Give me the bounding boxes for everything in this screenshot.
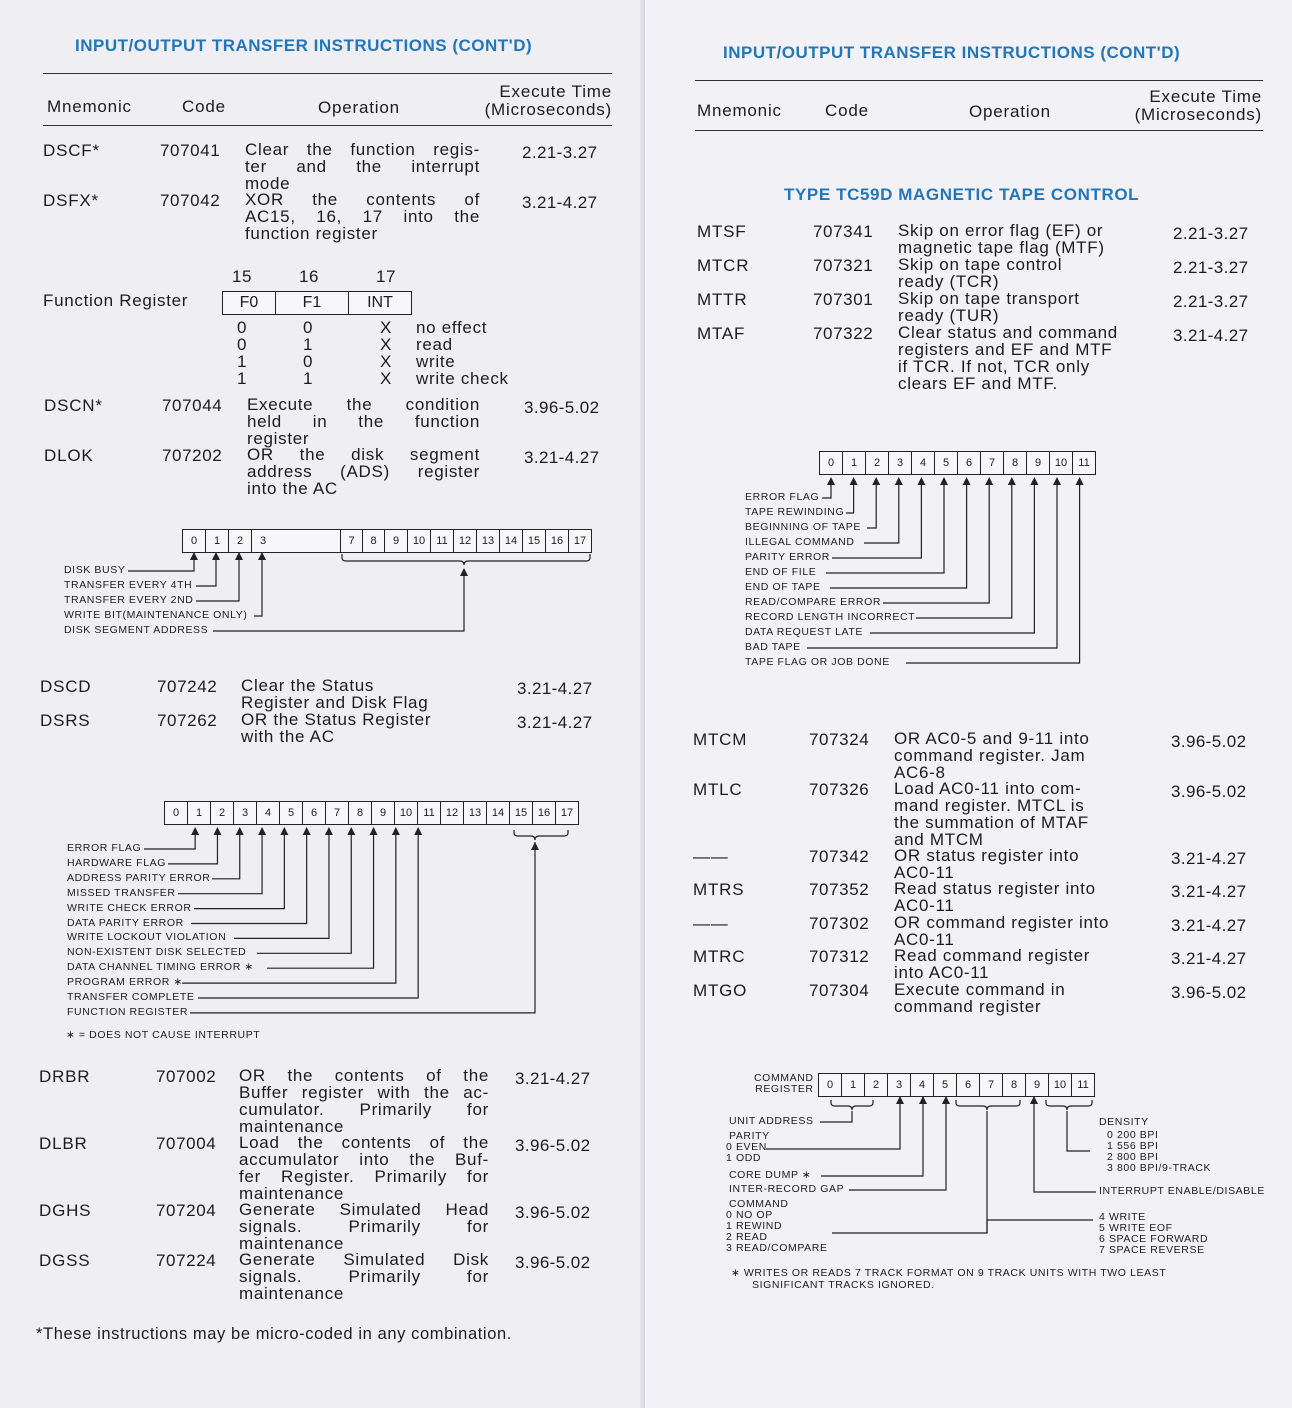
register-bit-cell: 7 xyxy=(341,530,363,552)
register-bit-label: ILLEGAL COMMAND xyxy=(745,536,855,548)
register-bit-cell: 3 xyxy=(259,535,267,547)
register-bit-cell: 15 xyxy=(510,802,533,824)
instr-exec-time: 3.21-4.27 xyxy=(1173,326,1249,345)
register-bit-cell: 1 xyxy=(843,452,866,474)
instr-exec-time: 3.96-5.02 xyxy=(515,1136,591,1155)
funcreg-row-cell: X xyxy=(380,369,393,388)
register-bit-cell: 3 xyxy=(889,452,912,474)
register-bit-cell: 10 xyxy=(408,530,431,552)
operation-line: command register xyxy=(894,997,1042,1016)
operation-line: Generate Simulated Disk xyxy=(239,1250,489,1269)
operation-line: register xyxy=(247,429,310,448)
command-bit-label: 0 200 BPI xyxy=(1107,1129,1159,1141)
funcreg-row-cell: X xyxy=(380,352,393,371)
register-bit-label: ADDRESS PARITY ERROR xyxy=(67,871,211,884)
instr-code: 707202 xyxy=(162,446,223,465)
register-bit-cell: 10 xyxy=(1049,1074,1072,1096)
header-mnemonic: Mnemonic xyxy=(47,97,132,116)
register-bit-label: DATA CHANNEL TIMING ERROR ∗ xyxy=(67,961,254,974)
operation-line: maintenance xyxy=(239,1117,345,1136)
instr-code: 707242 xyxy=(157,677,218,696)
command-bit-label: 1 ODD xyxy=(726,1152,762,1164)
instr-code: 707262 xyxy=(157,711,218,730)
instr-mnemonic: MTTR xyxy=(697,290,748,309)
instr-mnemonic: DGHS xyxy=(39,1201,92,1220)
register-bit-cell: 0 xyxy=(819,1074,842,1096)
operation-line: OR the contents of the xyxy=(239,1066,489,1085)
page-title: INPUT/OUTPUT TRANSFER INSTRUCTIONS (CONT'D) xyxy=(75,36,533,55)
operation-line: maintenance xyxy=(239,1184,345,1203)
instr-mnemonic: DSCD xyxy=(40,677,92,696)
instr-mnemonic: MTCR xyxy=(697,256,750,275)
operation-line: Read command register xyxy=(894,946,1091,965)
register-bit-cell: 10 xyxy=(1050,452,1073,474)
funcreg-row-cell: 0 xyxy=(237,335,248,354)
command-bit-label: 2 800 BPI xyxy=(1107,1151,1159,1163)
operation-line: Skip on tape transport xyxy=(898,289,1080,308)
instr-code: 707002 xyxy=(156,1067,217,1086)
command-register-note: ∗ WRITES OR READS 7 TRACK FORMAT ON 9 TRACK UNITS WITH TWO LEAST SIGNIFICANT TRACKS IGNORED. xyxy=(731,1267,1167,1291)
operation-line: Execute the condition xyxy=(247,395,480,414)
register-bit-cell: 2 xyxy=(866,452,889,474)
header-code: Code xyxy=(182,97,226,116)
register-bit-cell: 5 xyxy=(280,802,303,824)
page-title: INPUT/OUTPUT TRANSFER INSTRUCTIONS (CONT'D) xyxy=(723,43,1181,62)
funcreg-cell-f1: F1 xyxy=(276,292,349,314)
command-bit-label: 1 REWIND xyxy=(726,1220,783,1232)
funcreg-row-cell: 1 xyxy=(237,369,248,388)
funcreg-row-cell: X xyxy=(380,318,393,337)
instr-code: 707044 xyxy=(162,396,223,415)
register-bit-cell: 4 xyxy=(257,802,280,824)
header-code: Code xyxy=(825,101,869,120)
register-bit-cell: 6 xyxy=(957,1074,980,1096)
instr-operation xyxy=(239,1067,489,1135)
operation-line: Skip on tape control xyxy=(898,255,1063,274)
funcreg-row-cell: write check xyxy=(416,369,509,388)
register-bit-cell: 7 xyxy=(981,452,1004,474)
operation-line: Register and Disk Flag xyxy=(241,693,429,712)
instr-mnemonic: DSCF* xyxy=(43,141,100,160)
instr-mnemonic: MTAF xyxy=(697,324,746,343)
instr-mnemonic: MTLC xyxy=(693,780,743,799)
register-bit-label: DISK BUSY xyxy=(64,564,126,576)
register-bit-cell: 1 xyxy=(842,1074,865,1096)
instr-exec-time: 3.21-4.27 xyxy=(515,1069,591,1088)
register-bit-cell: 14 xyxy=(500,530,523,552)
register-bit-cell: 10 xyxy=(395,802,418,824)
register-bit-label: ERROR FLAG xyxy=(67,842,142,854)
operation-line: signals. Primarily for xyxy=(239,1217,489,1236)
register-bit-cell: 9 xyxy=(385,530,408,552)
operation-line: maintenance xyxy=(239,1284,345,1303)
operation-line: ready (TUR) xyxy=(898,306,1000,325)
register-bit-label: WRITE CHECK ERROR xyxy=(67,901,192,914)
instr-mnemonic: DSFX* xyxy=(43,191,99,210)
register-bit-cell: 3 xyxy=(234,802,257,824)
register-bit-cell: 11 xyxy=(1078,457,1090,469)
funcreg-bit-17: 17 xyxy=(376,267,397,286)
instr-exec-time: 2.21-3.27 xyxy=(1173,224,1249,243)
instr-mnemonic: MTSF xyxy=(697,222,747,241)
register-bit-label: PARITY ERROR xyxy=(745,551,830,563)
operation-line: AC0-11 xyxy=(894,896,955,915)
operation-line: OR AC0-5 and 9-11 into xyxy=(894,729,1090,748)
instr-operation xyxy=(239,1251,489,1302)
command-bit-label: DENSITY xyxy=(1099,1116,1149,1128)
register-bit-label: HARDWARE FLAG xyxy=(67,856,167,869)
register-bit-label: DATA PARITY ERROR xyxy=(67,916,184,929)
register-bit-cell: 9 xyxy=(1026,1074,1049,1096)
operation-line: cumulator. Primarily for xyxy=(239,1100,489,1119)
instr-exec-time: 3.96-5.02 xyxy=(1171,782,1247,801)
register-bit-label: DISK SEGMENT ADDRESS xyxy=(64,624,209,636)
operation-line: Clear status and command xyxy=(898,323,1118,342)
instr-code: 707312 xyxy=(809,947,870,966)
register-bit-cell: 0 xyxy=(165,802,188,824)
register-bit-label: TRANSFER COMPLETE xyxy=(67,991,195,1003)
instr-exec-time: 3.21-4.27 xyxy=(517,679,593,698)
header-execute-time: Execute Time (Microseconds) xyxy=(1134,87,1262,124)
instr-code: 707042 xyxy=(160,191,221,210)
instr-mnemonic: DSCN* xyxy=(44,396,103,415)
operation-line: Clear the Status xyxy=(241,676,375,695)
register-bit-label: BAD TAPE xyxy=(745,641,801,653)
instr-code: 707324 xyxy=(809,730,870,749)
register-bit-cell: 17 xyxy=(573,535,587,547)
operation-line: maintenance xyxy=(239,1234,345,1253)
funcreg-label: Function Register xyxy=(43,291,189,310)
command-bit-label: INTERRUPT ENABLE/DISABLE xyxy=(1099,1185,1265,1197)
instr-code: 707341 xyxy=(813,222,874,241)
instr-exec-time: 3.96-5.02 xyxy=(1171,732,1247,751)
register-bit-label: NON-EXISTENT DISK SELECTED xyxy=(67,946,247,959)
instr-exec-time: 3.21-4.27 xyxy=(522,193,598,212)
instr-exec-time: 3.96-5.02 xyxy=(1171,983,1247,1002)
operation-line: mode xyxy=(245,174,291,193)
instr-mnemonic: DLOK xyxy=(44,446,94,465)
register-bit-label: TRANSFER EVERY 4TH xyxy=(64,579,193,591)
register-bit-label: WRITE LOCKOUT VIOLATION xyxy=(67,931,227,944)
register-bit-label: END OF FILE xyxy=(745,566,817,578)
instr-exec-time: 3.96-5.02 xyxy=(524,398,600,417)
command-bit-label: CORE DUMP ∗ xyxy=(729,1169,812,1181)
register-bit-cell: 5 xyxy=(935,452,958,474)
operation-line: Execute command in xyxy=(894,980,1066,999)
instr-operation xyxy=(239,1134,489,1202)
instr-exec-time: 3.21-4.27 xyxy=(1171,916,1247,935)
register-bit-cell: 7 xyxy=(980,1074,1003,1096)
operation-line: into the AC xyxy=(247,479,338,498)
command-bit-label: 1 556 BPI xyxy=(1107,1140,1159,1152)
register-bit-cell: 13 xyxy=(477,530,500,552)
register-bit-cell: 6 xyxy=(958,452,981,474)
instr-exec-time: 2.21-3.27 xyxy=(1173,258,1249,277)
operation-line: Buffer register with the ac- xyxy=(239,1083,489,1102)
register-bit-label: ERROR FLAG xyxy=(745,491,820,503)
header-mnemonic: Mnemonic xyxy=(697,101,782,120)
header-operation: Operation xyxy=(969,102,1051,121)
register-bit-cell: 3 xyxy=(888,1074,911,1096)
tape-command-leader-lines xyxy=(645,0,1292,1408)
instr-code: 707302 xyxy=(809,914,870,933)
register-bit-cell: 5 xyxy=(934,1074,957,1096)
operation-line: OR the Status Register xyxy=(241,710,432,729)
funcreg-bit-16: 16 xyxy=(299,267,320,286)
operation-line: OR command register into xyxy=(894,913,1110,932)
instr-code: 707004 xyxy=(156,1134,217,1153)
register-bit-cell: 6 xyxy=(303,802,326,824)
operation-line: AC0-11 xyxy=(894,930,955,949)
operation-line: accumulator into the Buf- xyxy=(239,1150,489,1169)
register-bit-label: TAPE REWINDING xyxy=(745,506,845,518)
command-bit-label: UNIT ADDRESS xyxy=(729,1115,814,1127)
operation-line: Clear the function regis- xyxy=(245,140,480,159)
instr-operation xyxy=(239,1201,489,1252)
operation-line: if TCR. If not, TCR only xyxy=(898,357,1090,376)
instr-exec-time: 3.21-4.27 xyxy=(1171,949,1247,968)
register-bit-cell: 1 xyxy=(188,802,211,824)
footnote: *These instructions may be micro-coded in any combination. xyxy=(36,1325,512,1343)
operation-line: XOR the contents of xyxy=(245,190,480,209)
instr-code: 707204 xyxy=(156,1201,217,1220)
register-bit-cell: 17 xyxy=(560,807,574,819)
operation-line: Load the contents of the xyxy=(239,1133,489,1152)
operation-line: with the AC xyxy=(241,727,335,746)
operation-line: ready (TCR) xyxy=(898,272,1000,291)
funcreg-row-cell: write xyxy=(416,352,456,371)
register-bit-label: TAPE FLAG OR JOB DONE xyxy=(745,656,890,668)
operation-line: magnetic tape flag (MTF) xyxy=(898,238,1105,257)
register-bit-label: READ/COMPARE ERROR xyxy=(745,596,882,608)
funcreg-row-cell: 0 xyxy=(303,352,314,371)
instr-code: 707304 xyxy=(809,981,870,1000)
register-bit-cell: 1 xyxy=(206,530,229,552)
register-bit-cell: 2 xyxy=(229,530,252,552)
operation-line: registers and EF and MTF xyxy=(898,340,1113,359)
register-bit-cell: 0 xyxy=(183,530,206,552)
instr-code: 707326 xyxy=(809,780,870,799)
instr-mnemonic: DRBR xyxy=(39,1067,91,1086)
register-bit-cell: 14 xyxy=(487,802,510,824)
register-bit-cell: 11 xyxy=(418,802,441,824)
funcreg-row-cell: 0 xyxy=(303,318,314,337)
register-bit-cell: 2 xyxy=(865,1074,888,1096)
register-bit-cell: 4 xyxy=(911,1074,934,1096)
operation-line: the summation of MTAF xyxy=(894,813,1089,832)
instr-code: 707342 xyxy=(809,847,870,866)
command-bit-label: 4 WRITE xyxy=(1099,1211,1146,1223)
command-bit-label: COMMAND xyxy=(729,1198,789,1210)
register-bit-label: RECORD LENGTH INCORRECT xyxy=(745,611,916,623)
operation-line: function register xyxy=(245,224,378,243)
register-bit-label: DATA REQUEST LATE xyxy=(745,626,863,638)
register-bit-cell: 13 xyxy=(464,802,487,824)
operation-line: fer Register. Primarily for xyxy=(239,1167,489,1186)
instr-exec-time: 3.21-4.27 xyxy=(1171,849,1247,868)
register-bit-label: TRANSFER EVERY 2ND xyxy=(64,594,194,606)
command-bit-label: 7 SPACE REVERSE xyxy=(1099,1244,1205,1256)
funcreg-cell-int: INT xyxy=(367,294,393,311)
register-bit-label: END OF TAPE xyxy=(745,581,821,593)
command-bit-label: INTER-RECORD GAP xyxy=(729,1183,845,1195)
instr-mnemonic: —— xyxy=(693,847,729,866)
header-execute-time: Execute Time (Microseconds) xyxy=(484,82,612,119)
operation-line: AC15, 16, 17 into the xyxy=(245,207,480,226)
right-page xyxy=(645,0,1292,1408)
instr-code: 707041 xyxy=(160,141,221,160)
register-bit-cell: 16 xyxy=(533,802,556,824)
operation-line: AC0-11 xyxy=(894,863,955,882)
instr-code: 707224 xyxy=(156,1251,217,1270)
register-bit-cell: 2 xyxy=(211,802,234,824)
register-bit-label: WRITE BIT(MAINTENANCE ONLY) xyxy=(64,609,248,621)
command-bit-label: PARITY xyxy=(729,1130,770,1142)
instr-mnemonic: MTRC xyxy=(693,947,746,966)
instr-exec-time: 3.21-4.27 xyxy=(1171,882,1247,901)
command-bit-label: 0 NO OP xyxy=(726,1209,773,1221)
instr-mnemonic: DGSS xyxy=(39,1251,91,1270)
register-bit-cell: 11 xyxy=(431,530,454,552)
instr-code: 707301 xyxy=(813,290,874,309)
register-bit-cell: 8 xyxy=(1004,452,1027,474)
section-heading-tc59d: TYPE TC59D MAGNETIC TAPE CONTROL xyxy=(784,185,1140,204)
header-operation: Operation xyxy=(318,98,400,117)
funcreg-row-cell: no effect xyxy=(416,318,488,337)
register-bit-cell: 16 xyxy=(546,530,569,552)
instr-exec-time: 2.21-3.27 xyxy=(522,143,598,162)
operation-line: command register. Jam xyxy=(894,746,1086,765)
register-bit-label: BEGINNING OF TAPE xyxy=(745,521,861,533)
instr-exec-time: 3.21-4.27 xyxy=(524,448,600,467)
command-register-label: COMMAND REGISTER xyxy=(754,1072,814,1095)
instr-mnemonic: MTCM xyxy=(693,730,748,749)
operation-line: OR the disk segment xyxy=(247,445,480,464)
instr-mnemonic: MTRS xyxy=(693,880,745,899)
operation-line: clears EF and MTF. xyxy=(898,374,1058,393)
register-bit-label: PROGRAM ERROR ∗ xyxy=(67,976,183,989)
register-bit-label: FUNCTION REGISTER xyxy=(67,1005,189,1018)
instr-mnemonic: —— xyxy=(693,914,729,933)
funcreg-row-cell: X xyxy=(380,335,393,354)
funcreg-bit-15: 15 xyxy=(232,267,253,286)
register-bit-cell: 8 xyxy=(363,530,385,552)
operation-line: Read status register into xyxy=(894,879,1096,898)
operation-line: signals. Primarily for xyxy=(239,1267,489,1286)
operation-line: ter and the interrupt xyxy=(245,157,480,176)
funcreg-row-cell: 1 xyxy=(237,352,248,371)
register-bit-cell: 8 xyxy=(349,802,372,824)
funcreg-row-cell: read xyxy=(416,335,453,354)
operation-line: Generate Simulated Head xyxy=(239,1200,489,1219)
operation-line: held in the function xyxy=(247,412,480,431)
left-page xyxy=(0,0,645,1408)
operation-line: into AC0-11 xyxy=(894,963,990,982)
operation-line: Load AC0-11 into com- xyxy=(894,779,1082,798)
instr-code: 707352 xyxy=(809,880,870,899)
command-bit-label: 3 800 BPI/9-TRACK xyxy=(1107,1162,1212,1174)
register-bit-cell: 9 xyxy=(1027,452,1050,474)
register-bit-cell: 12 xyxy=(454,530,477,552)
register-bit-label: MISSED TRANSFER xyxy=(67,886,176,899)
instr-exec-time: 3.96-5.02 xyxy=(515,1203,591,1222)
operation-line: mand register. MTCL is xyxy=(894,796,1085,815)
command-bit-label: 0 EVEN xyxy=(726,1141,767,1153)
funcreg-cell-f0: F0 xyxy=(223,292,276,314)
instr-exec-time: 3.96-5.02 xyxy=(515,1253,591,1272)
register-bit-cell: 7 xyxy=(326,802,349,824)
interrupt-note: ∗ = DOES NOT CAUSE INTERRUPT xyxy=(66,1029,261,1041)
funcreg-row-cell: 0 xyxy=(237,318,248,337)
register-bit-cell: 8 xyxy=(1003,1074,1026,1096)
register-bit-cell: 9 xyxy=(372,802,395,824)
operation-line: address (ADS) register xyxy=(247,462,480,481)
operation-line: Skip on error flag (EF) or xyxy=(898,221,1104,240)
operation-line: OR status register into xyxy=(894,846,1080,865)
command-bit-label: 6 SPACE FORWARD xyxy=(1099,1233,1209,1245)
instr-mnemonic: MTGO xyxy=(693,981,748,1000)
operation-line: AC6-8 xyxy=(894,763,946,782)
register-bit-cell: 11 xyxy=(1077,1079,1089,1091)
instr-mnemonic: DSRS xyxy=(40,711,91,730)
command-bit-label: 2 READ xyxy=(726,1231,768,1243)
command-bit-label: 3 READ/COMPARE xyxy=(726,1242,828,1254)
register-bit-cell: 0 xyxy=(820,452,843,474)
funcreg-row-cell: 1 xyxy=(303,369,314,388)
instr-exec-time: 2.21-3.27 xyxy=(1173,292,1249,311)
instr-code: 707322 xyxy=(813,324,874,343)
instr-mnemonic: DLBR xyxy=(39,1134,88,1153)
command-bit-label: 5 WRITE EOF xyxy=(1099,1222,1173,1234)
register-bit-cell: 4 xyxy=(912,452,935,474)
instr-code: 707321 xyxy=(813,256,874,275)
register-bit-cell: 15 xyxy=(523,530,546,552)
instr-exec-time: 3.21-4.27 xyxy=(517,713,593,732)
register-bit-cell: 12 xyxy=(441,802,464,824)
funcreg-row-cell: 1 xyxy=(303,335,314,354)
operation-line: and MTCM xyxy=(894,830,984,849)
